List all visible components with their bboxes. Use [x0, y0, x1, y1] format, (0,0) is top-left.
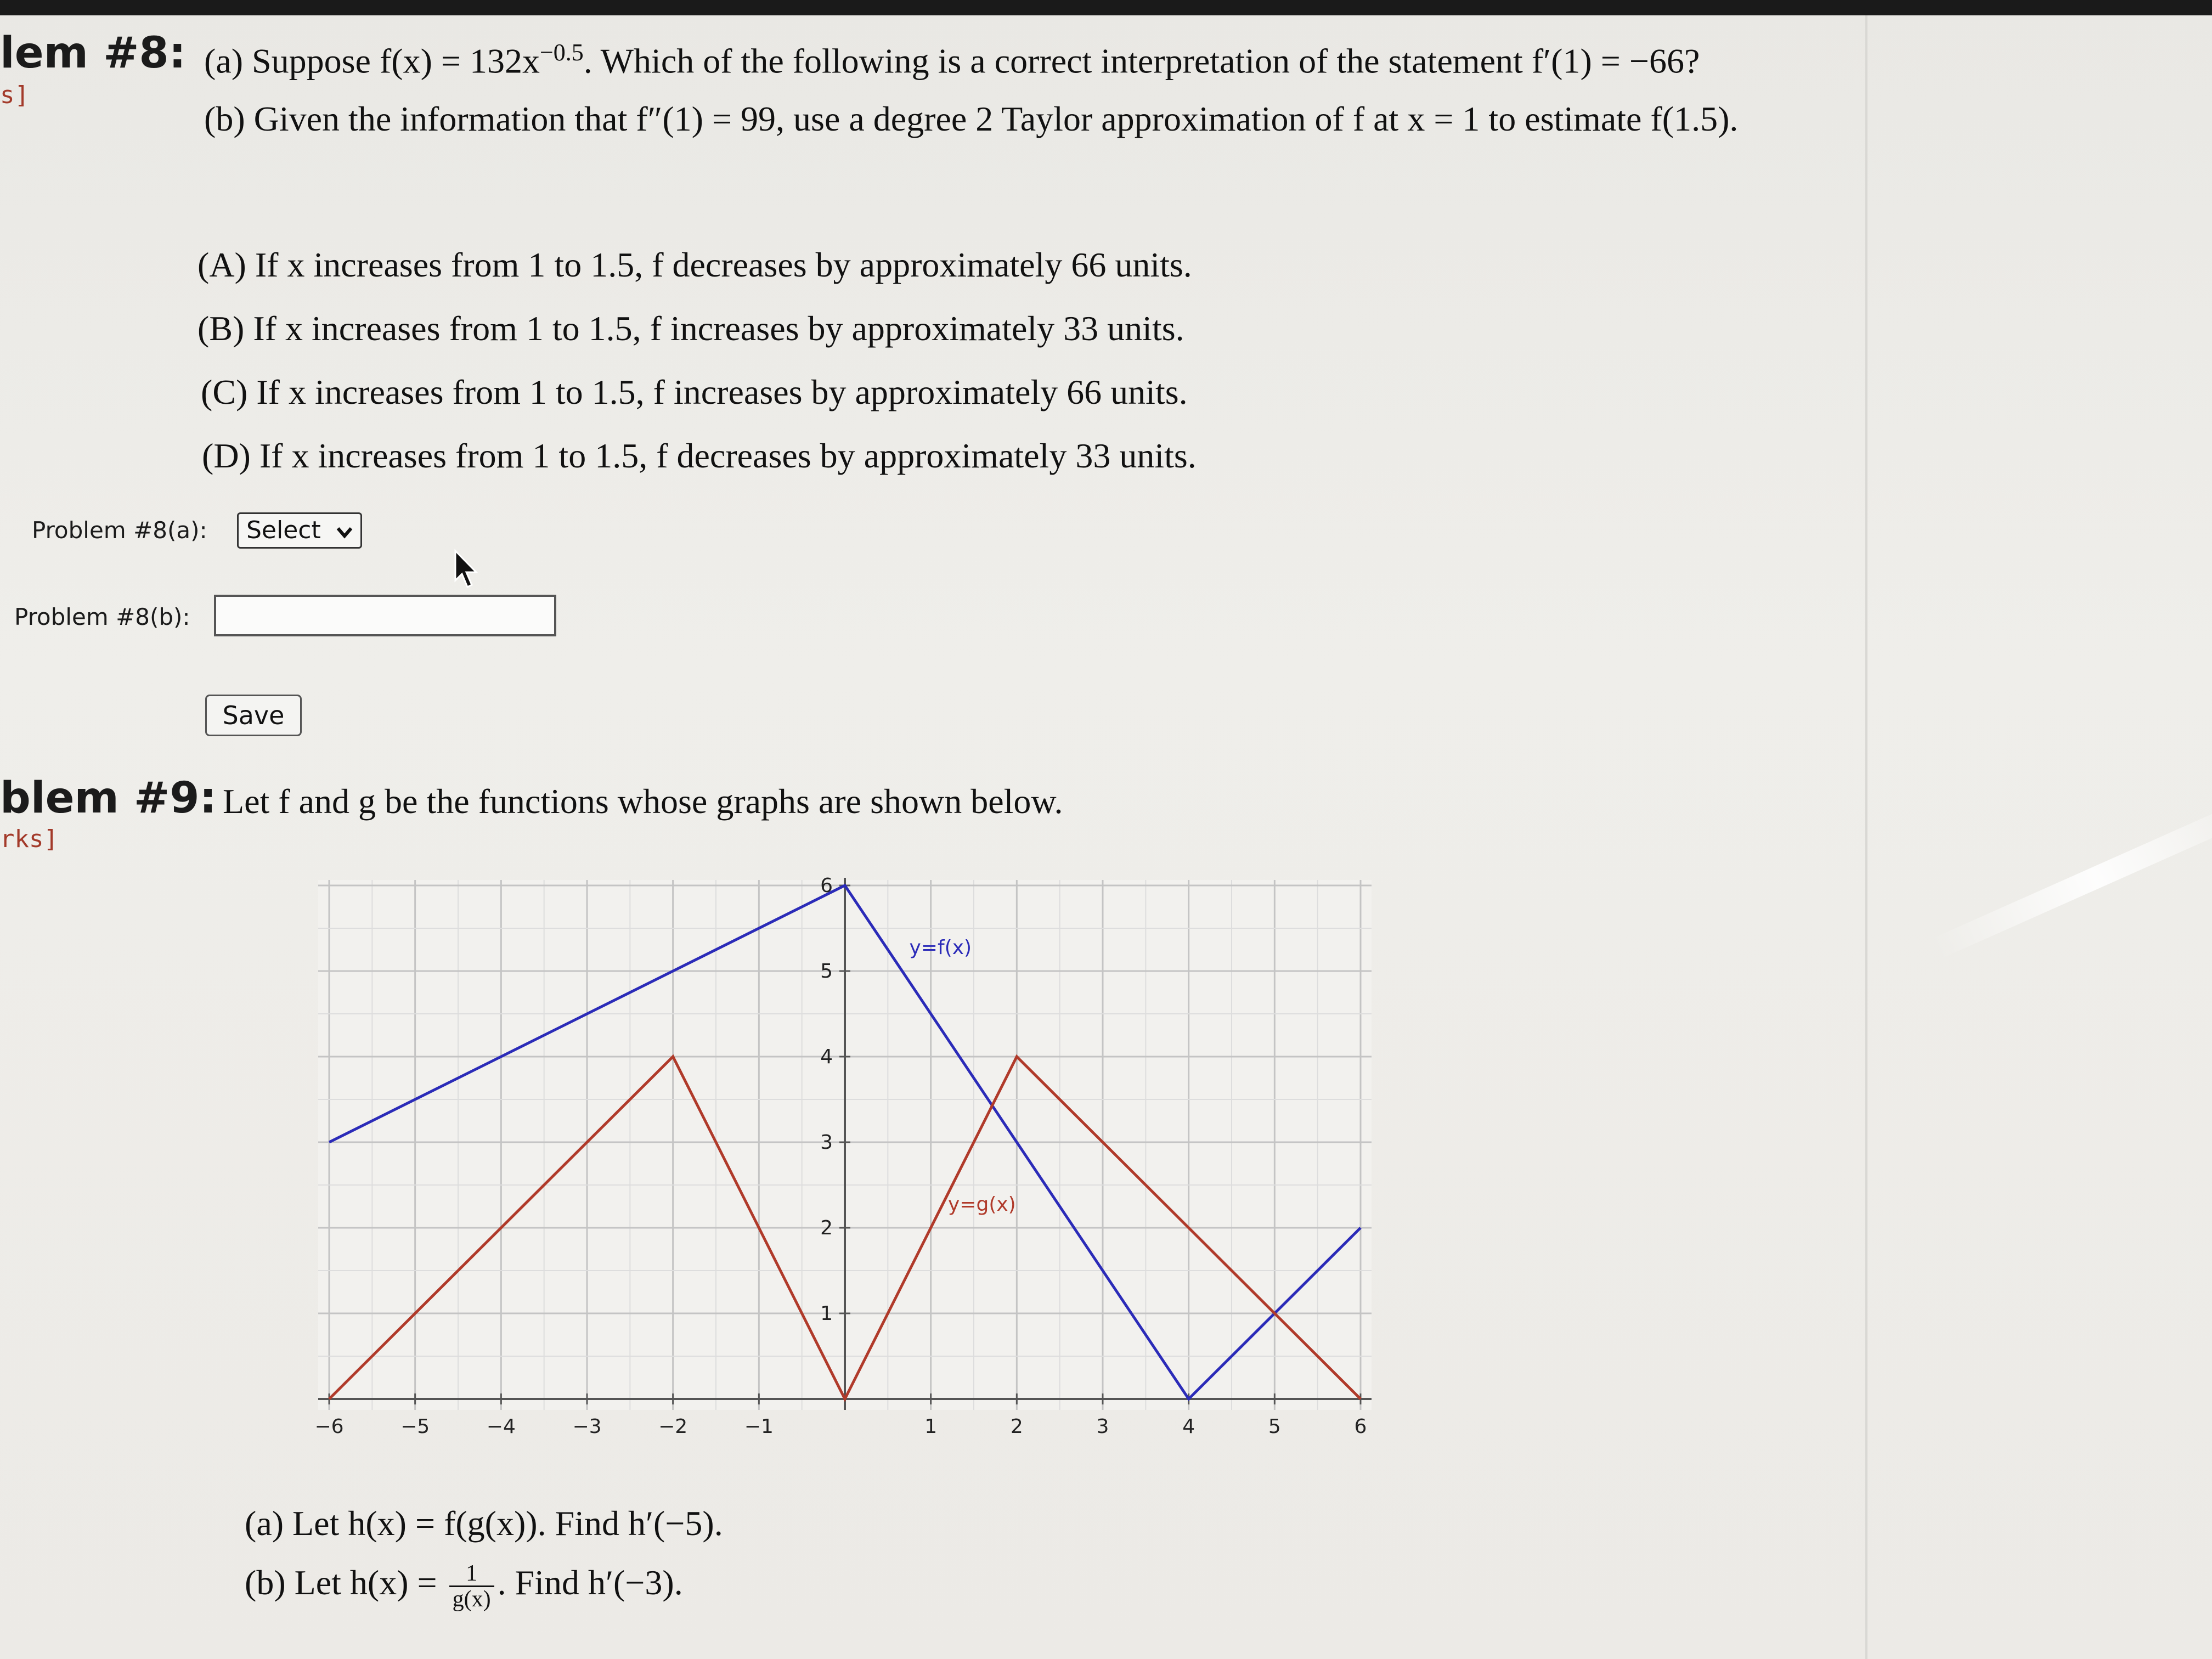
- fraction-denominator: g(x): [452, 1587, 491, 1612]
- x-tick-label: 4: [1182, 1415, 1195, 1438]
- option-a: (A) If x increases from 1 to 1.5, f decreases by approximately 66 units.: [198, 245, 1192, 284]
- y-tick-label: 5: [820, 960, 833, 983]
- problem-8a-exponent: −0.5: [539, 39, 584, 66]
- g-series-label: y=g(x): [948, 1193, 1016, 1216]
- x-tick-label: 2: [1010, 1415, 1023, 1438]
- problem-9a-question: (a) Let h(x) = f(g(x)). Find h′(−5).: [245, 1504, 723, 1543]
- problem-8a-question: [204, 38, 1700, 81]
- y-tick-label: 3: [820, 1131, 833, 1154]
- x-tick-label: −3: [572, 1415, 602, 1438]
- x-tick-label: 6: [1354, 1415, 1367, 1438]
- problem-9b-question: [245, 1561, 683, 1611]
- option-d: (D) If x increases from 1 to 1.5, f decreases by approximately 33 units.: [202, 436, 1197, 475]
- mouse-cursor-icon: [452, 549, 485, 595]
- screen-glare: [1931, 797, 2212, 960]
- problem-9b-suffix: . Find h′(−3).: [497, 1563, 683, 1602]
- x-tick-label: −1: [744, 1415, 774, 1438]
- y-tick-label: 1: [820, 1302, 833, 1325]
- answer-8a-select[interactable]: [237, 512, 362, 549]
- select-value: Select: [246, 516, 321, 544]
- problem-9-heading: blem #9:: [0, 774, 217, 823]
- problem-9b-prefix: (b) Let h(x) =: [245, 1563, 437, 1602]
- problem-8a-label: Problem #8(a):: [32, 517, 207, 544]
- browser-top-bar: [0, 0, 2212, 15]
- fraction: [449, 1561, 494, 1611]
- problem-8b-label: Problem #8(b):: [14, 603, 190, 630]
- x-tick-label: 1: [924, 1415, 938, 1438]
- y-tick-label: 4: [820, 1046, 833, 1068]
- problem-9-marks: rks]: [0, 825, 58, 853]
- y-tick-label: 2: [820, 1217, 833, 1239]
- problem-8-heading: lem #8:: [0, 29, 186, 78]
- f-series-label: y=f(x): [909, 936, 972, 959]
- answer-8b-input[interactable]: [214, 595, 556, 636]
- option-c: (C) If x increases from 1 to 1.5, f increases by approximately 66 units.: [201, 373, 1188, 411]
- problem-8-marks: s]: [0, 81, 29, 109]
- problem-8b-question: (b) Given the information that f″(1) = 99, use a degree 2 Taylor approximation of f at x = 1 to estimate f(1.5).: [204, 99, 1739, 138]
- x-tick-label: 5: [1268, 1415, 1281, 1438]
- x-tick-label: −4: [486, 1415, 516, 1438]
- x-tick-label: 3: [1096, 1415, 1109, 1438]
- problem-8a-text: (a) Suppose f(x) = 132x: [204, 41, 540, 81]
- save-button[interactable]: Save: [205, 695, 302, 736]
- x-tick-label: −5: [400, 1415, 430, 1438]
- x-tick-label: −2: [658, 1415, 688, 1438]
- function-graph: [296, 872, 1393, 1454]
- x-tick-label: −6: [314, 1415, 344, 1438]
- y-tick-label: 6: [820, 874, 833, 897]
- problem-9-intro: Let f and g be the functions whose graphs are shown below.: [223, 782, 1063, 821]
- chevron-down-icon: [335, 520, 354, 548]
- page-right-border: [1865, 15, 1867, 1659]
- fraction-numerator: 1: [449, 1561, 494, 1587]
- problem-8a-rest: . Which of the following is a correct interpretation of the statement f′(1) = −66?: [583, 41, 1700, 81]
- option-b: (B) If x increases from 1 to 1.5, f increases by approximately 33 units.: [198, 309, 1184, 348]
